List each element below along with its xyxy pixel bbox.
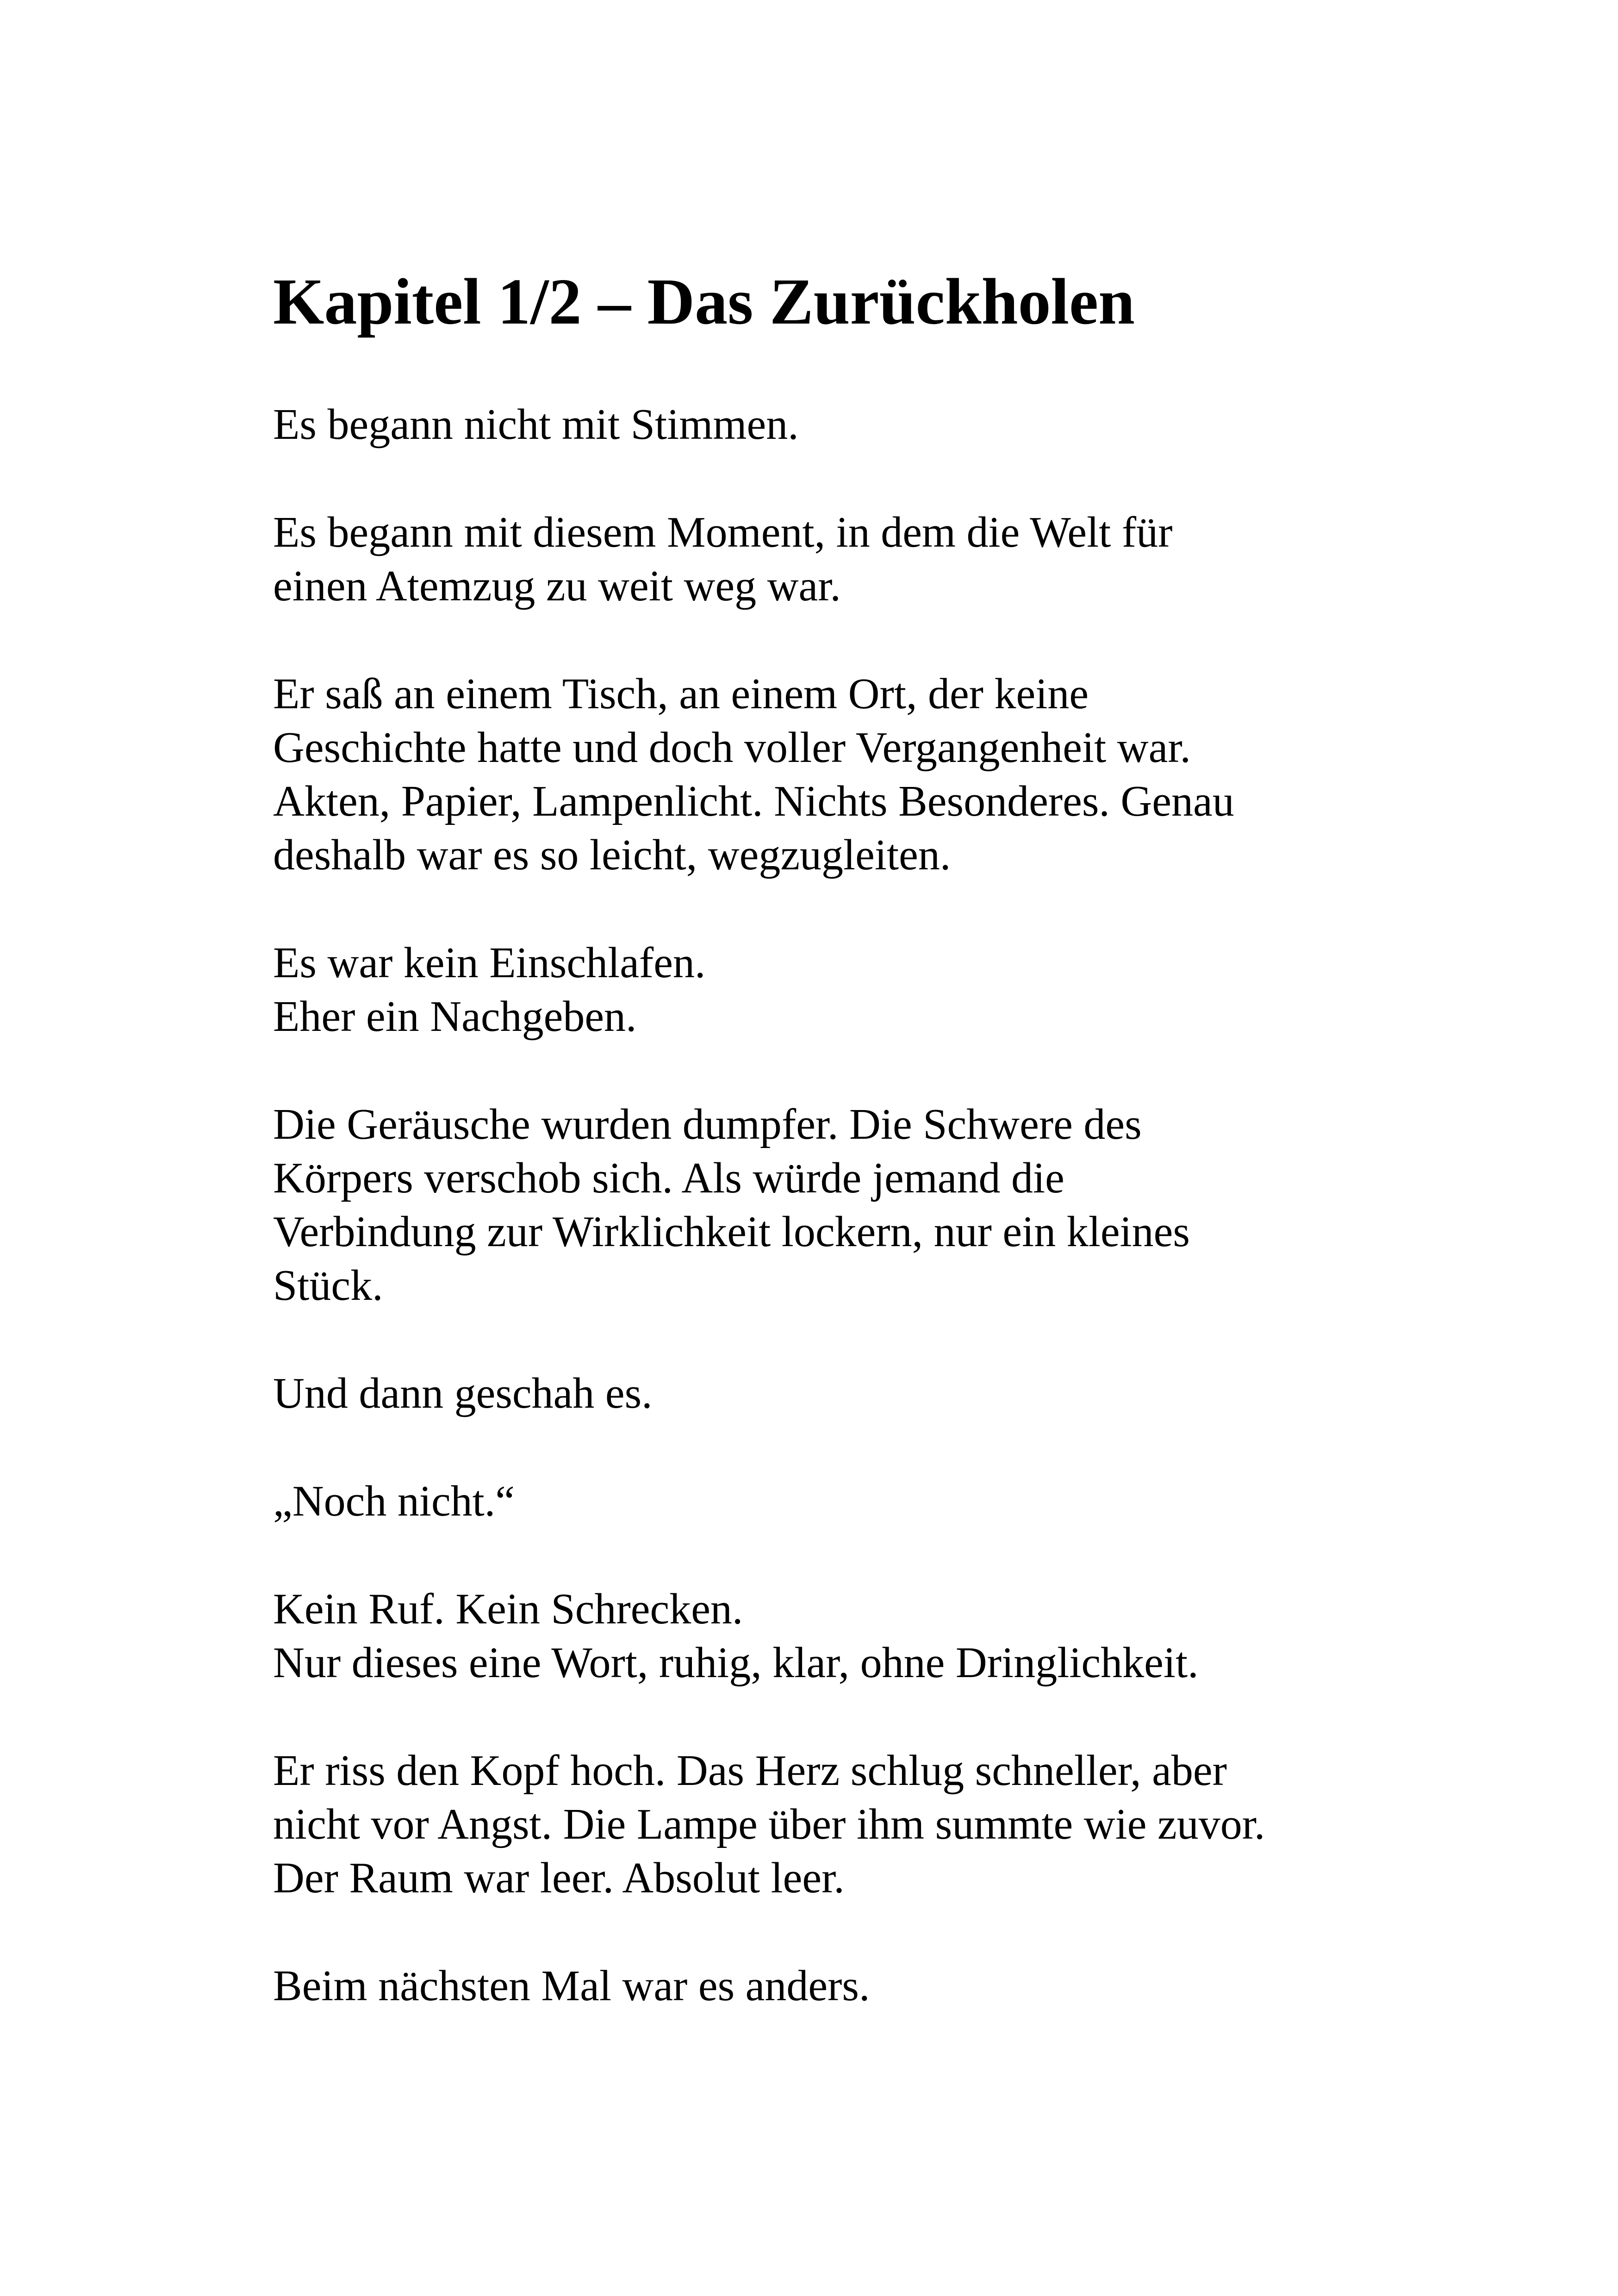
paragraph-line: Körpers verschob sich. Als würde jemand die [273, 1154, 1064, 1203]
paragraph-line: Es war kein Einschlafen. [273, 939, 706, 987]
paragraph [273, 667, 1430, 882]
paragraph-line: Es begann mit diesem Moment, in dem die Welt für [273, 508, 1173, 557]
paragraph-line: Er saß an einem Tisch, an einem Ort, der keine [273, 670, 1089, 718]
paragraph [273, 1098, 1430, 1312]
paragraph [273, 1582, 1430, 1690]
paragraph [273, 505, 1430, 613]
paragraph-line: Nur dieses eine Wort, ruhig, klar, ohne Dringlichkeit. [273, 1639, 1199, 1687]
paragraph [273, 1366, 1430, 1420]
paragraph-line: einen Atemzug zu weit weg war. [273, 562, 841, 611]
paragraph [273, 398, 1430, 451]
paragraph-line: Eher ein Nachgeben. [273, 992, 637, 1041]
paragraph [273, 1474, 1430, 1528]
paragraph-line: „Noch nicht.“ [273, 1477, 515, 1526]
document-page [273, 264, 1430, 2067]
paragraph-line: Stück. [273, 1261, 383, 1310]
paragraph-line: Kein Ruf. Kein Schrecken. [273, 1585, 743, 1634]
paragraph-line: deshalb war es so leicht, wegzugleiten. [273, 831, 951, 880]
paragraph [273, 1744, 1430, 1905]
paragraph-line: Der Raum war leer. Absolut leer. [273, 1854, 845, 1903]
chapter-title: Kapitel 1/2 – Das Zurückholen [273, 265, 1135, 338]
paragraph-line: Die Geräusche wurden dumpfer. Die Schwere des [273, 1100, 1142, 1149]
paragraph-line: Verbindung zur Wirklichkeit lockern, nur ein kleines [273, 1208, 1190, 1256]
paragraph-line: Und dann geschah es. [273, 1369, 653, 1418]
paragraph-line: Beim nächsten Mal war es anders. [273, 1962, 870, 2010]
paragraph-line: nicht vor Angst. Die Lampe über ihm summte wie zuvor. [273, 1800, 1265, 1849]
paragraph-line: Es begann nicht mit Stimmen. [273, 400, 799, 449]
paragraph-line: Geschichte hatte und doch voller Vergangenheit war. [273, 724, 1191, 772]
paragraph [273, 1959, 1430, 2013]
paragraph [273, 936, 1430, 1043]
paragraph-line: Akten, Papier, Lampenlicht. Nichts Besonderes. Genau [273, 777, 1234, 826]
paragraph-line: Er riss den Kopf hoch. Das Herz schlug schneller, aber [273, 1747, 1227, 1795]
